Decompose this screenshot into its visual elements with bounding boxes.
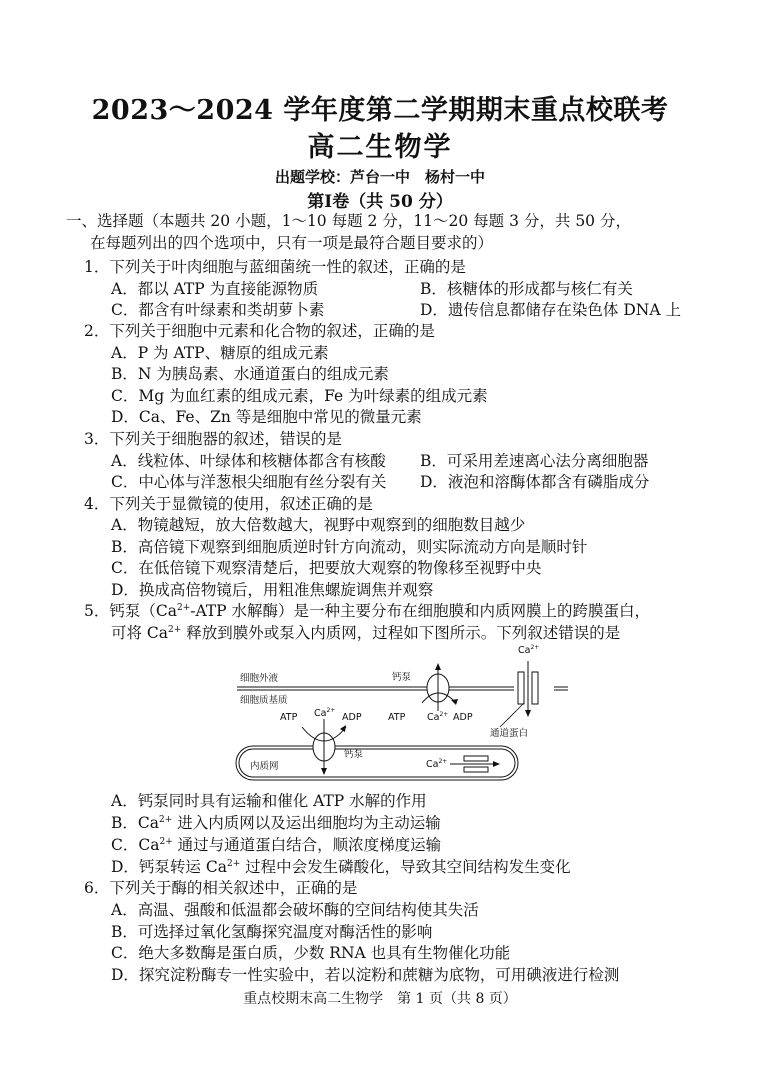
question-stem: 4．下列关于显微镜的使用，叙述正确的是 xyxy=(84,495,373,513)
option: D．钙泵转运 $Ca^{2+}$ 过程中会发生磷酸化，导致其空间结构发生变化 xyxy=(111,858,571,876)
label-pump-er: 钙泵 xyxy=(344,749,364,760)
option: A．都以 ATP 为直接能源物质 xyxy=(111,280,319,298)
part-heading: 第Ⅰ卷（共 50 分） xyxy=(307,192,453,212)
label-cytoplasm: 细胞质基质 xyxy=(240,695,288,706)
option: C．$Ca^{2+}$ 通过与通道蛋白结合，顺浓度梯度运输 xyxy=(111,836,442,854)
section-heading: 一、选择题（本题共 20 小题，1～10 每题 2 分，11～20 每题 3 分，共 50 分， xyxy=(66,212,631,230)
label-extracellular: 细胞外液 xyxy=(240,673,279,684)
option: C．中心体与洋葱根尖细胞有丝分裂有关 xyxy=(111,473,387,491)
label-pump-membrane: 钙泵 xyxy=(392,672,412,683)
question-stem: 6．下列关于酶的相关叙述中，正确的是 xyxy=(84,879,358,897)
label-er: 内质网 xyxy=(250,761,279,772)
exam-title: 2023～2024 学年度第二学期期末重点校联考 xyxy=(91,95,669,126)
option: B．N 为胰岛素、水通道蛋白的组成元素 xyxy=(111,365,389,383)
option: D．液泡和溶酶体都含有磷脂成分 xyxy=(420,473,650,491)
label-ca-1: $Ca^{2+}$ xyxy=(427,711,449,723)
option: A．物镜越短，放大倍数越大，视野中观察到的细胞数目越少 xyxy=(111,516,526,534)
setter-schools: 出题学校：芦台一中 杨村一中 xyxy=(274,168,485,186)
channel-protein-membrane xyxy=(518,672,524,704)
label-ca-top: $Ca^{2+}$ xyxy=(518,644,540,656)
option: A．钙泵同时具有运输和催化 ATP 水解的作用 xyxy=(111,792,427,810)
option: A．P 为 ATP、糖原的组成元素 xyxy=(111,344,329,362)
label-channel-protein: 通道蛋白 xyxy=(490,728,529,739)
question-stem: 2．下列关于细胞中元素和化合物的叙述，正确的是 xyxy=(84,322,435,340)
label-atp-1: ATP xyxy=(388,712,406,723)
option: D．遗传信息都储存在染色体 DNA 上 xyxy=(420,301,681,319)
option: D．探究淀粉酶专一性实验中，若以淀粉和蔗糖为底物，可用碘液进行检测 xyxy=(111,966,620,984)
calcium-pump-diagram xyxy=(232,643,568,783)
question-stem-cont: 可将 $Ca^{2+}$ 释放到膜外或泵入内质网，过程如下图所示。下列叙述错误的是 xyxy=(111,624,621,642)
section-heading-cont: 在每题列出的四个选项中，只有一项是最符合题目要求的） xyxy=(90,234,494,252)
question-stem: 1．下列关于叶肉细胞与蓝细菌统一性的叙述，正确的是 xyxy=(84,258,466,276)
label-adp-1: ADP xyxy=(453,712,473,723)
label-ca-2: $Ca^{2+}$ xyxy=(314,707,336,719)
question-stem: 3．下列关于细胞器的叙述，错误的是 xyxy=(84,430,342,448)
option: B．可采用差速离心法分离细胞器 xyxy=(420,452,649,470)
label-adp-2: ADP xyxy=(342,712,362,723)
channel-protein-er xyxy=(464,756,488,761)
option: D．Ca、Fe、Zn 等是细胞中常见的微量元素 xyxy=(111,408,422,426)
option: B．可选择过氧化氢酶探究温度对酶活性的影响 xyxy=(111,923,433,941)
option: A．高温、强酸和低温都会破坏酶的空间结构使其失活 xyxy=(111,901,479,919)
option: C．在低倍镜下观察清楚后，把要放大观察的物像移至视野中央 xyxy=(111,559,542,577)
option: B．$Ca^{2+}$ 进入内质网以及运出细胞均为主动运输 xyxy=(111,814,441,832)
option: D．换成高倍物镜后，用粗准焦螺旋调焦并观察 xyxy=(111,581,434,599)
label-atp-2: ATP xyxy=(280,712,298,723)
option: A．线粒体、叶绿体和核糖体都含有核酸 xyxy=(111,452,386,470)
option: B．高倍镜下观察到细胞质逆时针方向流动，则实际流动方向是顺时针 xyxy=(111,538,588,556)
option: C．绝大多数酶是蛋白质，少数 RNA 也具有生物催化功能 xyxy=(111,944,511,962)
option: C．Mg 为血红素的组成元素，Fe 为叶绿素的组成元素 xyxy=(111,387,488,405)
page-footer: 重点校期末高二生物学 第 1 页（共 8 页） xyxy=(243,991,517,1007)
option: B．核糖体的形成都与核仁有关 xyxy=(420,280,633,298)
question-stem: 5．钙泵（$Ca^{2+}$-ATP 水解酶）是一种主要分布在细胞膜和内质网膜上的跨膜蛋白， xyxy=(84,602,651,620)
label-ca-er: $Ca^{2+}$ xyxy=(426,758,448,770)
exam-subject: 高二生物学 xyxy=(307,132,453,163)
option: C．都含有叶绿素和类胡萝卜素 xyxy=(111,301,325,319)
